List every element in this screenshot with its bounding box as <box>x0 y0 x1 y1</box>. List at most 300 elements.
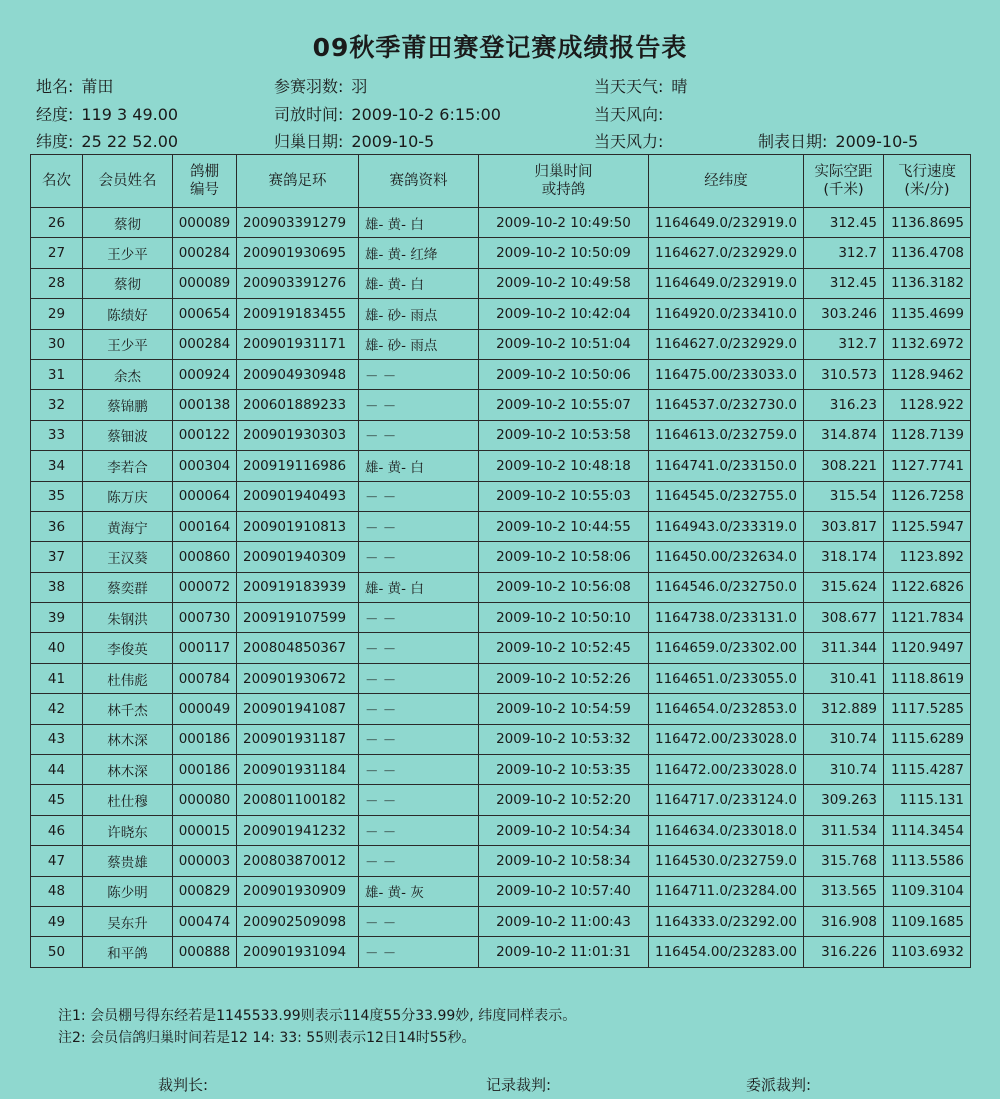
coordinates-cell: 116475.00/233033.0 <box>649 359 804 389</box>
pigeon-info-cell: － － <box>359 542 479 572</box>
ring-number-cell: 200919183939 <box>237 572 359 602</box>
rank-cell: 32 <box>31 390 83 420</box>
loft-number-cell: 000888 <box>173 937 237 967</box>
table-row <box>31 755 971 785</box>
ring-number-cell: 200901940493 <box>237 481 359 511</box>
pigeon-info-cell: 雄- 黄- 白 <box>359 268 479 298</box>
return-date-field <box>274 129 434 152</box>
return-time-cell: 2009-10-2 10:50:06 <box>479 359 649 389</box>
ring-number-cell: 200901930695 <box>237 238 359 268</box>
column-header <box>649 155 804 208</box>
longitude-value: 119 3 49.00 <box>81 105 179 124</box>
weather-field <box>594 74 687 97</box>
speed-cell: 1117.5285 <box>884 694 971 724</box>
column-header-text: 实际空距 <box>814 164 873 180</box>
coordinates-cell: 1164920.0/233410.0 <box>649 299 804 329</box>
return-time-cell: 2009-10-2 10:50:10 <box>479 603 649 633</box>
speed-cell: 1128.9462 <box>884 359 971 389</box>
distance-cell: 312.45 <box>804 208 884 238</box>
coordinates-cell: 1164545.0/232755.0 <box>649 481 804 511</box>
return-time-cell: 2009-10-2 10:48:18 <box>479 451 649 481</box>
rank-cell: 46 <box>31 815 83 845</box>
rank-cell: 28 <box>31 268 83 298</box>
return-time-cell: 2009-10-2 10:44:55 <box>479 511 649 541</box>
table-row <box>31 572 971 602</box>
ring-number-cell: 200919183455 <box>237 299 359 329</box>
table-row <box>31 511 971 541</box>
coordinates-cell: 116472.00/233028.0 <box>649 724 804 754</box>
latitude-field <box>36 129 178 152</box>
column-header <box>479 155 649 208</box>
member-name-cell: 朱钢洪 <box>83 603 173 633</box>
member-name-cell: 林千杰 <box>83 694 173 724</box>
ring-number-cell: 200919107599 <box>237 603 359 633</box>
return-time-cell: 2009-10-2 10:49:50 <box>479 208 649 238</box>
distance-cell: 312.7 <box>804 238 884 268</box>
return-time-cell: 2009-10-2 11:00:43 <box>479 906 649 936</box>
rank-cell: 43 <box>31 724 83 754</box>
speed-cell: 1115.131 <box>884 785 971 815</box>
distance-cell: 310.41 <box>804 663 884 693</box>
speed-cell: 1135.4699 <box>884 299 971 329</box>
speed-cell: 1127.7741 <box>884 451 971 481</box>
ring-number-cell: 200919116986 <box>237 451 359 481</box>
table-row <box>31 937 971 967</box>
column-header <box>31 155 83 208</box>
column-header-text: 赛鸽资料 <box>389 173 448 189</box>
wind-force-field <box>594 129 663 152</box>
rank-cell: 36 <box>31 511 83 541</box>
table-row <box>31 359 971 389</box>
distance-cell: 310.74 <box>804 724 884 754</box>
column-header <box>884 155 971 208</box>
column-header-text: 名次 <box>42 173 71 189</box>
latitude-label: 纬度: <box>36 132 74 151</box>
speed-cell: 1128.7139 <box>884 420 971 450</box>
column-header-text: 鸽棚 <box>190 164 219 180</box>
column-header <box>237 155 359 208</box>
table-row <box>31 785 971 815</box>
member-name-cell: 陈绩好 <box>83 299 173 329</box>
return-time-cell: 2009-10-2 10:56:08 <box>479 572 649 602</box>
ring-number-cell: 200901931094 <box>237 937 359 967</box>
loft-number-cell: 000138 <box>173 390 237 420</box>
table-row <box>31 603 971 633</box>
distance-cell: 310.74 <box>804 755 884 785</box>
pigeon-info-cell: － － <box>359 390 479 420</box>
member-name-cell: 蔡锦鹏 <box>83 390 173 420</box>
rank-cell: 31 <box>31 359 83 389</box>
member-name-cell: 王汉葵 <box>83 542 173 572</box>
rank-cell: 29 <box>31 299 83 329</box>
return-time-cell: 2009-10-2 10:53:35 <box>479 755 649 785</box>
rank-cell: 41 <box>31 663 83 693</box>
loft-number-cell: 000049 <box>173 694 237 724</box>
coordinates-cell: 116454.00/23283.00 <box>649 937 804 967</box>
distance-cell: 316.908 <box>804 906 884 936</box>
coordinates-cell: 116472.00/233028.0 <box>649 755 804 785</box>
rank-cell: 42 <box>31 694 83 724</box>
speed-cell: 1132.6972 <box>884 329 971 359</box>
pigeon-info-cell: 雄- 黄- 白 <box>359 572 479 602</box>
release-label: 司放时间: <box>274 105 344 124</box>
ring-number-cell: 200801100182 <box>237 785 359 815</box>
wind-force-label: 当天风力: <box>594 132 664 151</box>
table-row <box>31 481 971 511</box>
coordinates-cell: 1164659.0/23302.00 <box>649 633 804 663</box>
rank-cell: 50 <box>31 937 83 967</box>
ring-number-cell: 200903391279 <box>237 208 359 238</box>
pigeon-info-cell: － － <box>359 603 479 633</box>
return-time-cell: 2009-10-2 10:55:07 <box>479 390 649 420</box>
ring-number-cell: 200804850367 <box>237 633 359 663</box>
loft-number-cell: 000080 <box>173 785 237 815</box>
column-header-text: 编号 <box>190 182 219 198</box>
table-row <box>31 876 971 906</box>
rank-cell: 45 <box>31 785 83 815</box>
loft-number-cell: 000474 <box>173 906 237 936</box>
distance-cell: 312.7 <box>804 329 884 359</box>
return-time-cell: 2009-10-2 10:52:26 <box>479 663 649 693</box>
ring-number-cell: 200601889233 <box>237 390 359 420</box>
loft-number-cell: 000186 <box>173 724 237 754</box>
return-time-cell: 2009-10-2 10:57:40 <box>479 876 649 906</box>
pigeon-info-cell: － － <box>359 724 479 754</box>
speed-cell: 1123.892 <box>884 542 971 572</box>
distance-cell: 313.565 <box>804 876 884 906</box>
coordinates-cell: 1164634.0/233018.0 <box>649 815 804 845</box>
distance-cell: 318.174 <box>804 542 884 572</box>
coordinates-cell: 1164649.0/232919.0 <box>649 208 804 238</box>
column-header <box>83 155 173 208</box>
rank-cell: 48 <box>31 876 83 906</box>
ring-number-cell: 200901931187 <box>237 724 359 754</box>
ring-number-cell: 200901930303 <box>237 420 359 450</box>
coordinates-cell: 1164627.0/232929.0 <box>649 238 804 268</box>
member-name-cell: 余杰 <box>83 359 173 389</box>
pigeon-info-cell: － － <box>359 694 479 724</box>
table-row <box>31 815 971 845</box>
loft-number-cell: 000089 <box>173 208 237 238</box>
distance-cell: 315.54 <box>804 481 884 511</box>
member-name-cell: 蔡彻 <box>83 208 173 238</box>
distance-cell: 311.344 <box>804 633 884 663</box>
speed-cell: 1115.6289 <box>884 724 971 754</box>
page-title: 09秋季莆田赛登记赛成绩报告表 <box>312 33 688 62</box>
distance-cell: 311.534 <box>804 815 884 845</box>
return-time-cell: 2009-10-2 10:55:03 <box>479 481 649 511</box>
release-field <box>274 102 501 125</box>
member-name-cell: 黄海宁 <box>83 511 173 541</box>
count-label: 参赛羽数: <box>274 77 344 96</box>
ring-number-cell: 200901930672 <box>237 663 359 693</box>
coordinates-cell: 1164613.0/232759.0 <box>649 420 804 450</box>
table-row <box>31 694 971 724</box>
table-row <box>31 846 971 876</box>
rank-cell: 49 <box>31 906 83 936</box>
table-row <box>31 663 971 693</box>
speed-cell: 1120.9497 <box>884 633 971 663</box>
pigeon-info-cell: － － <box>359 906 479 936</box>
coordinates-cell: 1164627.0/232929.0 <box>649 329 804 359</box>
coordinates-cell: 1164711.0/23284.00 <box>649 876 804 906</box>
distance-cell: 316.23 <box>804 390 884 420</box>
weather-label: 当天天气: <box>594 77 664 96</box>
coordinates-cell: 1164738.0/233131.0 <box>649 603 804 633</box>
table-row <box>31 208 971 238</box>
pigeon-info-cell: － － <box>359 359 479 389</box>
distance-cell: 303.246 <box>804 299 884 329</box>
loft-number-cell: 000730 <box>173 603 237 633</box>
return-time-cell: 2009-10-2 10:58:06 <box>479 542 649 572</box>
distance-cell: 314.874 <box>804 420 884 450</box>
return-time-cell: 2009-10-2 10:49:58 <box>479 268 649 298</box>
wind-direction-label: 当天风向: <box>594 105 664 124</box>
place-label: 地名: <box>36 77 74 96</box>
return-time-cell: 2009-10-2 11:01:31 <box>479 937 649 967</box>
results-table <box>30 154 971 968</box>
return-date-value: 2009-10-5 <box>351 132 435 151</box>
column-header-text: 归巢时间 <box>534 164 593 180</box>
member-name-cell: 王少平 <box>83 329 173 359</box>
member-name-cell: 许晓东 <box>83 815 173 845</box>
column-header-text: 或持鸽 <box>541 182 586 198</box>
note-2: 注2: 会员信鸽归巢时间若是12 14: 33: 55则表示12日14时55秒。 <box>58 1030 476 1046</box>
ring-number-cell: 200803870012 <box>237 846 359 876</box>
coordinates-cell: 1164654.0/232853.0 <box>649 694 804 724</box>
loft-number-cell: 000924 <box>173 359 237 389</box>
coordinates-cell: 1164537.0/232730.0 <box>649 390 804 420</box>
column-header <box>804 155 884 208</box>
loft-number-cell: 000015 <box>173 815 237 845</box>
return-time-cell: 2009-10-2 10:54:59 <box>479 694 649 724</box>
table-row <box>31 238 971 268</box>
table-row <box>31 299 971 329</box>
longitude-label: 经度: <box>36 105 74 124</box>
rank-cell: 40 <box>31 633 83 663</box>
ring-number-cell: 200901941087 <box>237 694 359 724</box>
pigeon-info-cell: 雄- 黄- 红绛 <box>359 238 479 268</box>
column-header <box>359 155 479 208</box>
coordinates-cell: 1164741.0/233150.0 <box>649 451 804 481</box>
pigeon-info-cell: － － <box>359 663 479 693</box>
pigeon-info-cell: － － <box>359 420 479 450</box>
distance-cell: 315.768 <box>804 846 884 876</box>
return-time-cell: 2009-10-2 10:53:32 <box>479 724 649 754</box>
return-time-cell: 2009-10-2 10:54:34 <box>479 815 649 845</box>
ring-number-cell: 200904930948 <box>237 359 359 389</box>
return-time-cell: 2009-10-2 10:52:45 <box>479 633 649 663</box>
loft-number-cell: 000829 <box>173 876 237 906</box>
chief-referee-label: 裁判长: <box>158 1076 209 1094</box>
loft-number-cell: 000186 <box>173 755 237 785</box>
loft-number-cell: 000284 <box>173 238 237 268</box>
member-name-cell: 吴东升 <box>83 906 173 936</box>
distance-cell: 308.221 <box>804 451 884 481</box>
coordinates-cell: 1164649.0/232919.0 <box>649 268 804 298</box>
member-name-cell: 蔡贵雄 <box>83 846 173 876</box>
place-field <box>36 74 113 97</box>
table-row <box>31 329 971 359</box>
made-date-value: 2009-10-5 <box>835 132 919 151</box>
coordinates-cell: 116450.00/232634.0 <box>649 542 804 572</box>
ring-number-cell: 200901940309 <box>237 542 359 572</box>
ring-number-cell: 200902509098 <box>237 906 359 936</box>
made-date-label: 制表日期: <box>758 132 828 151</box>
coordinates-cell: 1164717.0/233124.0 <box>649 785 804 815</box>
return-date-label: 归巢日期: <box>274 132 344 151</box>
rank-cell: 38 <box>31 572 83 602</box>
loft-number-cell: 000860 <box>173 542 237 572</box>
loft-number-cell: 000072 <box>173 572 237 602</box>
speed-cell: 1114.3454 <box>884 815 971 845</box>
column-header-text: (千米) <box>823 182 864 198</box>
member-name-cell: 林木深 <box>83 755 173 785</box>
rank-cell: 30 <box>31 329 83 359</box>
return-time-cell: 2009-10-2 10:51:04 <box>479 329 649 359</box>
weather-value: 晴 <box>671 77 688 96</box>
distance-cell: 310.573 <box>804 359 884 389</box>
loft-number-cell: 000304 <box>173 451 237 481</box>
distance-cell: 312.45 <box>804 268 884 298</box>
loft-number-cell: 000064 <box>173 481 237 511</box>
ring-number-cell: 200901931171 <box>237 329 359 359</box>
distance-cell: 316.226 <box>804 937 884 967</box>
loft-number-cell: 000784 <box>173 663 237 693</box>
speed-cell: 1113.5586 <box>884 846 971 876</box>
note-1: 注1: 会员棚号得东经若是1145533.99则表示114度55分33.99妙, 纬度同样表示。 <box>58 1008 577 1024</box>
member-name-cell: 陈万庆 <box>83 481 173 511</box>
distance-cell: 308.677 <box>804 603 884 633</box>
loft-number-cell: 000164 <box>173 511 237 541</box>
speed-cell: 1128.922 <box>884 390 971 420</box>
return-time-cell: 2009-10-2 10:42:04 <box>479 299 649 329</box>
column-header-text: 经纬度 <box>704 173 748 189</box>
speed-cell: 1121.7834 <box>884 603 971 633</box>
distance-cell: 312.889 <box>804 694 884 724</box>
column-header-text: 飞行速度 <box>898 164 956 180</box>
count-value: 羽 <box>351 77 368 96</box>
pigeon-info-cell: 雄- 砂- 雨点 <box>359 329 479 359</box>
ring-number-cell: 200901941232 <box>237 815 359 845</box>
column-header-text: 赛鸽足环 <box>268 173 327 189</box>
member-name-cell: 蔡钿波 <box>83 420 173 450</box>
count-field <box>274 74 367 97</box>
loft-number-cell: 000654 <box>173 299 237 329</box>
speed-cell: 1136.4708 <box>884 238 971 268</box>
return-time-cell: 2009-10-2 10:53:58 <box>479 420 649 450</box>
table-row <box>31 542 971 572</box>
speed-cell: 1118.8619 <box>884 663 971 693</box>
speed-cell: 1109.3104 <box>884 876 971 906</box>
distance-cell: 309.263 <box>804 785 884 815</box>
speed-cell: 1103.6932 <box>884 937 971 967</box>
coordinates-cell: 1164546.0/232750.0 <box>649 572 804 602</box>
loft-number-cell: 000122 <box>173 420 237 450</box>
pigeon-info-cell: － － <box>359 511 479 541</box>
pigeon-info-cell: － － <box>359 481 479 511</box>
loft-number-cell: 000284 <box>173 329 237 359</box>
longitude-field <box>36 102 178 125</box>
table-row <box>31 633 971 663</box>
release-value: 2009-10-2 6:15:00 <box>351 105 501 124</box>
rank-cell: 37 <box>31 542 83 572</box>
return-time-cell: 2009-10-2 10:50:09 <box>479 238 649 268</box>
ring-number-cell: 200901910813 <box>237 511 359 541</box>
member-name-cell: 王少平 <box>83 238 173 268</box>
loft-number-cell: 000089 <box>173 268 237 298</box>
speed-cell: 1109.1685 <box>884 906 971 936</box>
return-time-cell: 2009-10-2 10:52:20 <box>479 785 649 815</box>
speed-cell: 1115.4287 <box>884 755 971 785</box>
place-value: 莆田 <box>81 77 114 96</box>
return-time-cell: 2009-10-2 10:58:34 <box>479 846 649 876</box>
speed-cell: 1125.5947 <box>884 511 971 541</box>
coordinates-cell: 1164333.0/23292.00 <box>649 906 804 936</box>
pigeon-info-cell: 雄- 黄- 灰 <box>359 876 479 906</box>
table-row <box>31 906 971 936</box>
pigeon-info-cell: － － <box>359 846 479 876</box>
coordinates-cell: 1164530.0/232759.0 <box>649 846 804 876</box>
member-name-cell: 杜伟彪 <box>83 663 173 693</box>
rank-cell: 34 <box>31 451 83 481</box>
ring-number-cell: 200901930909 <box>237 876 359 906</box>
pigeon-info-cell: 雄- 黄- 白 <box>359 208 479 238</box>
distance-cell: 303.817 <box>804 511 884 541</box>
pigeon-info-cell: 雄- 黄- 白 <box>359 451 479 481</box>
member-name-cell: 和平鸽 <box>83 937 173 967</box>
rank-cell: 44 <box>31 755 83 785</box>
appointed-referee-label: 委派裁判: <box>746 1076 812 1094</box>
member-name-cell: 陈少明 <box>83 876 173 906</box>
coordinates-cell: 1164651.0/233055.0 <box>649 663 804 693</box>
speed-cell: 1126.7258 <box>884 481 971 511</box>
coordinates-cell: 1164943.0/233319.0 <box>649 511 804 541</box>
distance-cell: 315.624 <box>804 572 884 602</box>
pigeon-info-cell: － － <box>359 755 479 785</box>
column-header-text: 会员姓名 <box>98 173 157 189</box>
speed-cell: 1136.8695 <box>884 208 971 238</box>
table-row <box>31 390 971 420</box>
member-name-cell: 李若合 <box>83 451 173 481</box>
table-row <box>31 420 971 450</box>
table-row <box>31 268 971 298</box>
recorder-referee-label: 记录裁判: <box>486 1076 552 1094</box>
table-row <box>31 724 971 754</box>
loft-number-cell: 000003 <box>173 846 237 876</box>
loft-number-cell: 000117 <box>173 633 237 663</box>
rank-cell: 26 <box>31 208 83 238</box>
ring-number-cell: 200903391276 <box>237 268 359 298</box>
ring-number-cell: 200901931184 <box>237 755 359 785</box>
made-date-field <box>758 129 918 152</box>
member-name-cell: 蔡奕群 <box>83 572 173 602</box>
rank-cell: 27 <box>31 238 83 268</box>
column-header <box>173 155 237 208</box>
member-name-cell: 蔡彻 <box>83 268 173 298</box>
header-row <box>31 155 971 208</box>
table-row <box>31 451 971 481</box>
speed-cell: 1122.6826 <box>884 572 971 602</box>
wind-direction-field <box>594 102 663 125</box>
member-name-cell: 杜仕穆 <box>83 785 173 815</box>
latitude-value: 25 22 52.00 <box>81 132 179 151</box>
pigeon-info-cell: 雄- 砂- 雨点 <box>359 299 479 329</box>
speed-cell: 1136.3182 <box>884 268 971 298</box>
rank-cell: 33 <box>31 420 83 450</box>
rank-cell: 35 <box>31 481 83 511</box>
pigeon-info-cell: － － <box>359 815 479 845</box>
